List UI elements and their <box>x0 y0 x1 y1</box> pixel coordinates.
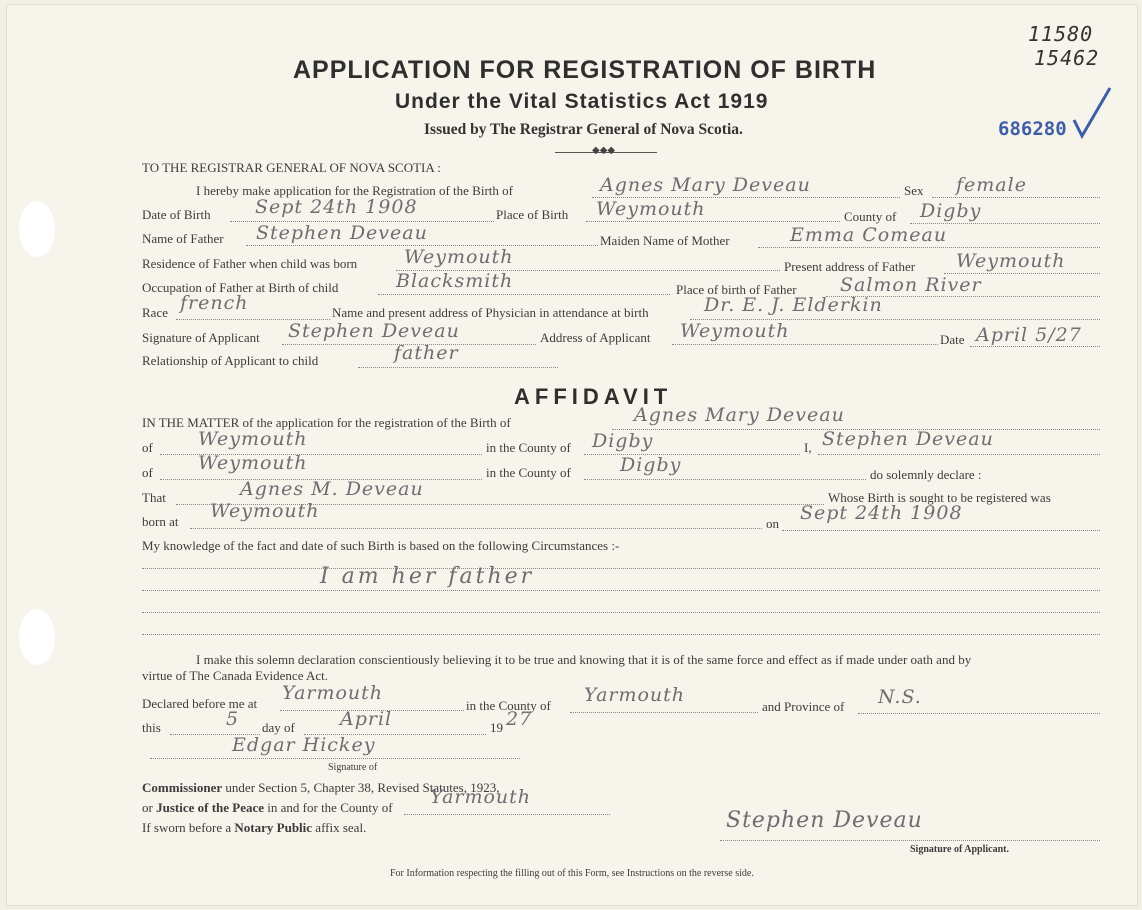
corner-number-2: 15462 <box>1034 46 1100 70</box>
present-address-label: Present address of Father <box>784 259 916 274</box>
notary-bold: Notary Public <box>234 820 313 835</box>
applicant-address-field: Weymouth <box>680 320 790 342</box>
this-label: this <box>142 720 161 735</box>
matter-name-field: Agnes Mary Deveau <box>634 404 845 426</box>
of-label: of <box>142 440 153 455</box>
on-label: on <box>766 516 779 531</box>
applicant-signature-caption: Signature of Applicant. <box>910 844 1009 855</box>
born-at-label: born at <box>142 514 179 529</box>
county-1-field: Digby <box>592 430 654 452</box>
physician-label: Name and present address of Physician in attendance at birth <box>332 305 649 320</box>
of-label-2: of <box>142 465 153 480</box>
residence-field: Weymouth <box>404 246 514 268</box>
in-county-label-2: in the County of <box>486 465 571 480</box>
check-mark-icon <box>1070 84 1114 144</box>
applicant-final-signature: Stephen Deveau <box>726 808 923 833</box>
dob-field: Sept 24th 1908 <box>255 196 418 218</box>
declared-before-label: Declared before me at <box>142 696 258 711</box>
occupation-field: Blacksmith <box>396 270 514 292</box>
form-title: APPLICATION FOR REGISTRATION OF BIRTH <box>293 56 877 84</box>
declared-county-field: Yarmouth <box>584 684 686 706</box>
date-field: April 5/27 <box>976 324 1082 346</box>
knowledge-label: My knowledge of the fact and date of such Birth is based on the following Circumstances :- <box>142 538 620 553</box>
punch-hole <box>19 609 55 665</box>
year-suffix-field: 27 <box>506 708 533 730</box>
day-field: 5 <box>226 708 240 730</box>
that-label: That <box>142 490 166 505</box>
mother-name-label: Maiden Name of Mother <box>600 233 730 248</box>
declaration-text-1: I make this solemn declaration conscientiously believing it to be true and knowing that it is of the same force and effect as if made under oath and by <box>196 652 972 667</box>
registration-stamp-number: 686280 <box>998 118 1067 140</box>
month-field: April <box>340 708 393 730</box>
county-2-field: Digby <box>620 454 682 476</box>
that-name-field: Agnes M. Deveau <box>240 478 424 500</box>
in-county-label: in the County of <box>486 440 571 455</box>
sex-label: Sex <box>904 183 924 198</box>
father-birthplace-field: Salmon River <box>840 274 982 296</box>
province-field: N.S. <box>878 686 922 708</box>
father-name-field: Stephen Deveau <box>256 222 428 244</box>
addressee: TO THE REGISTRAR GENERAL OF NOVA SCOTIA : <box>142 160 441 175</box>
applicant-signature-field: Stephen Deveau <box>288 320 460 342</box>
declared-county-label: in the County of <box>466 698 551 713</box>
signature-of-label: Signature of <box>328 762 378 773</box>
notary-line: If sworn before a Notary Public affix seal. <box>142 820 367 835</box>
of-place-1-field: Weymouth <box>198 428 308 450</box>
born-on-field: Sept 24th 1908 <box>800 502 963 524</box>
declarant-field: Stephen Deveau <box>822 428 994 450</box>
issuer-line: Issued by The Registrar General of Nova Scotia. <box>424 121 743 138</box>
form-subtitle: Under the Vital Statistics Act 1919 <box>395 90 769 113</box>
whose-birth-label: Whose Birth is sought to be registered was <box>828 490 1051 505</box>
race-field: french <box>180 292 249 314</box>
present-address-field: Weymouth <box>956 250 1066 272</box>
solemnly-declare-label: do solemnly declare : <box>870 467 982 482</box>
affidavit-heading: AFFIDAVIT <box>514 384 673 409</box>
relationship-label: Relationship of Applicant to child <box>142 353 319 368</box>
commissioner-bold: Commissioner <box>142 780 223 795</box>
matter-label: IN THE MATTER of the application for the registration of the Birth of <box>142 415 511 430</box>
footer-note: For Information respecting the filling out of this Form, see Instructions on the reverse side. <box>390 868 754 879</box>
county-field: Digby <box>920 200 982 222</box>
sex-field: female <box>956 174 1027 196</box>
ornament-diamond-icon: ◆◆◆ <box>592 145 616 156</box>
commissioner-text: under Section 5, Chapter 38, Revised Statutes, 1923, <box>225 780 500 795</box>
child-name-field: Agnes Mary Deveau <box>600 174 811 196</box>
punch-hole <box>19 201 55 257</box>
father-name-label: Name of Father <box>142 231 224 246</box>
dob-label: Date of Birth <box>142 207 211 222</box>
day-of-label: day of <box>262 720 295 735</box>
applicant-address-label: Address of Applicant <box>540 330 651 345</box>
justice-county-field: Yarmouth <box>430 786 532 808</box>
year-prefix: 19 <box>490 720 503 735</box>
physician-field: Dr. E. J. Elderkin <box>704 294 883 316</box>
justice-line: or Justice of the Peace in and for the County of <box>142 800 393 815</box>
document-page <box>6 4 1138 906</box>
commissioner-signature: Edgar Hickey <box>232 734 376 756</box>
father-birthplace-label: Place of birth of Father <box>676 282 797 297</box>
i-label: I, <box>804 440 812 455</box>
place-of-birth-label: Place of Birth <box>496 207 569 222</box>
declared-place-field: Yarmouth <box>282 682 384 704</box>
province-label: and Province of <box>762 699 845 714</box>
county-label: County of <box>844 209 897 224</box>
race-label: Race <box>142 305 168 320</box>
justice-bold: Justice of the Peace <box>156 800 265 815</box>
of-place-2-field: Weymouth <box>198 452 308 474</box>
residence-label: Residence of Father when child was born <box>142 256 358 271</box>
mother-name-field: Emma Comeau <box>790 224 948 246</box>
intro-label: I hereby make application for the Registration of the Birth of <box>196 183 513 198</box>
born-at-field: Weymouth <box>210 500 320 522</box>
relationship-field: father <box>394 342 459 364</box>
circumstance-field: I am her father <box>320 564 535 589</box>
date-label: Date <box>940 332 965 347</box>
declaration-text-2: virtue of The Canada Evidence Act. <box>142 668 329 683</box>
occupation-label: Occupation of Father at Birth of child <box>142 280 339 295</box>
applicant-signature-label: Signature of Applicant <box>142 330 260 345</box>
place-of-birth-field: Weymouth <box>596 198 706 220</box>
corner-number-1: 11580 <box>1028 22 1094 46</box>
